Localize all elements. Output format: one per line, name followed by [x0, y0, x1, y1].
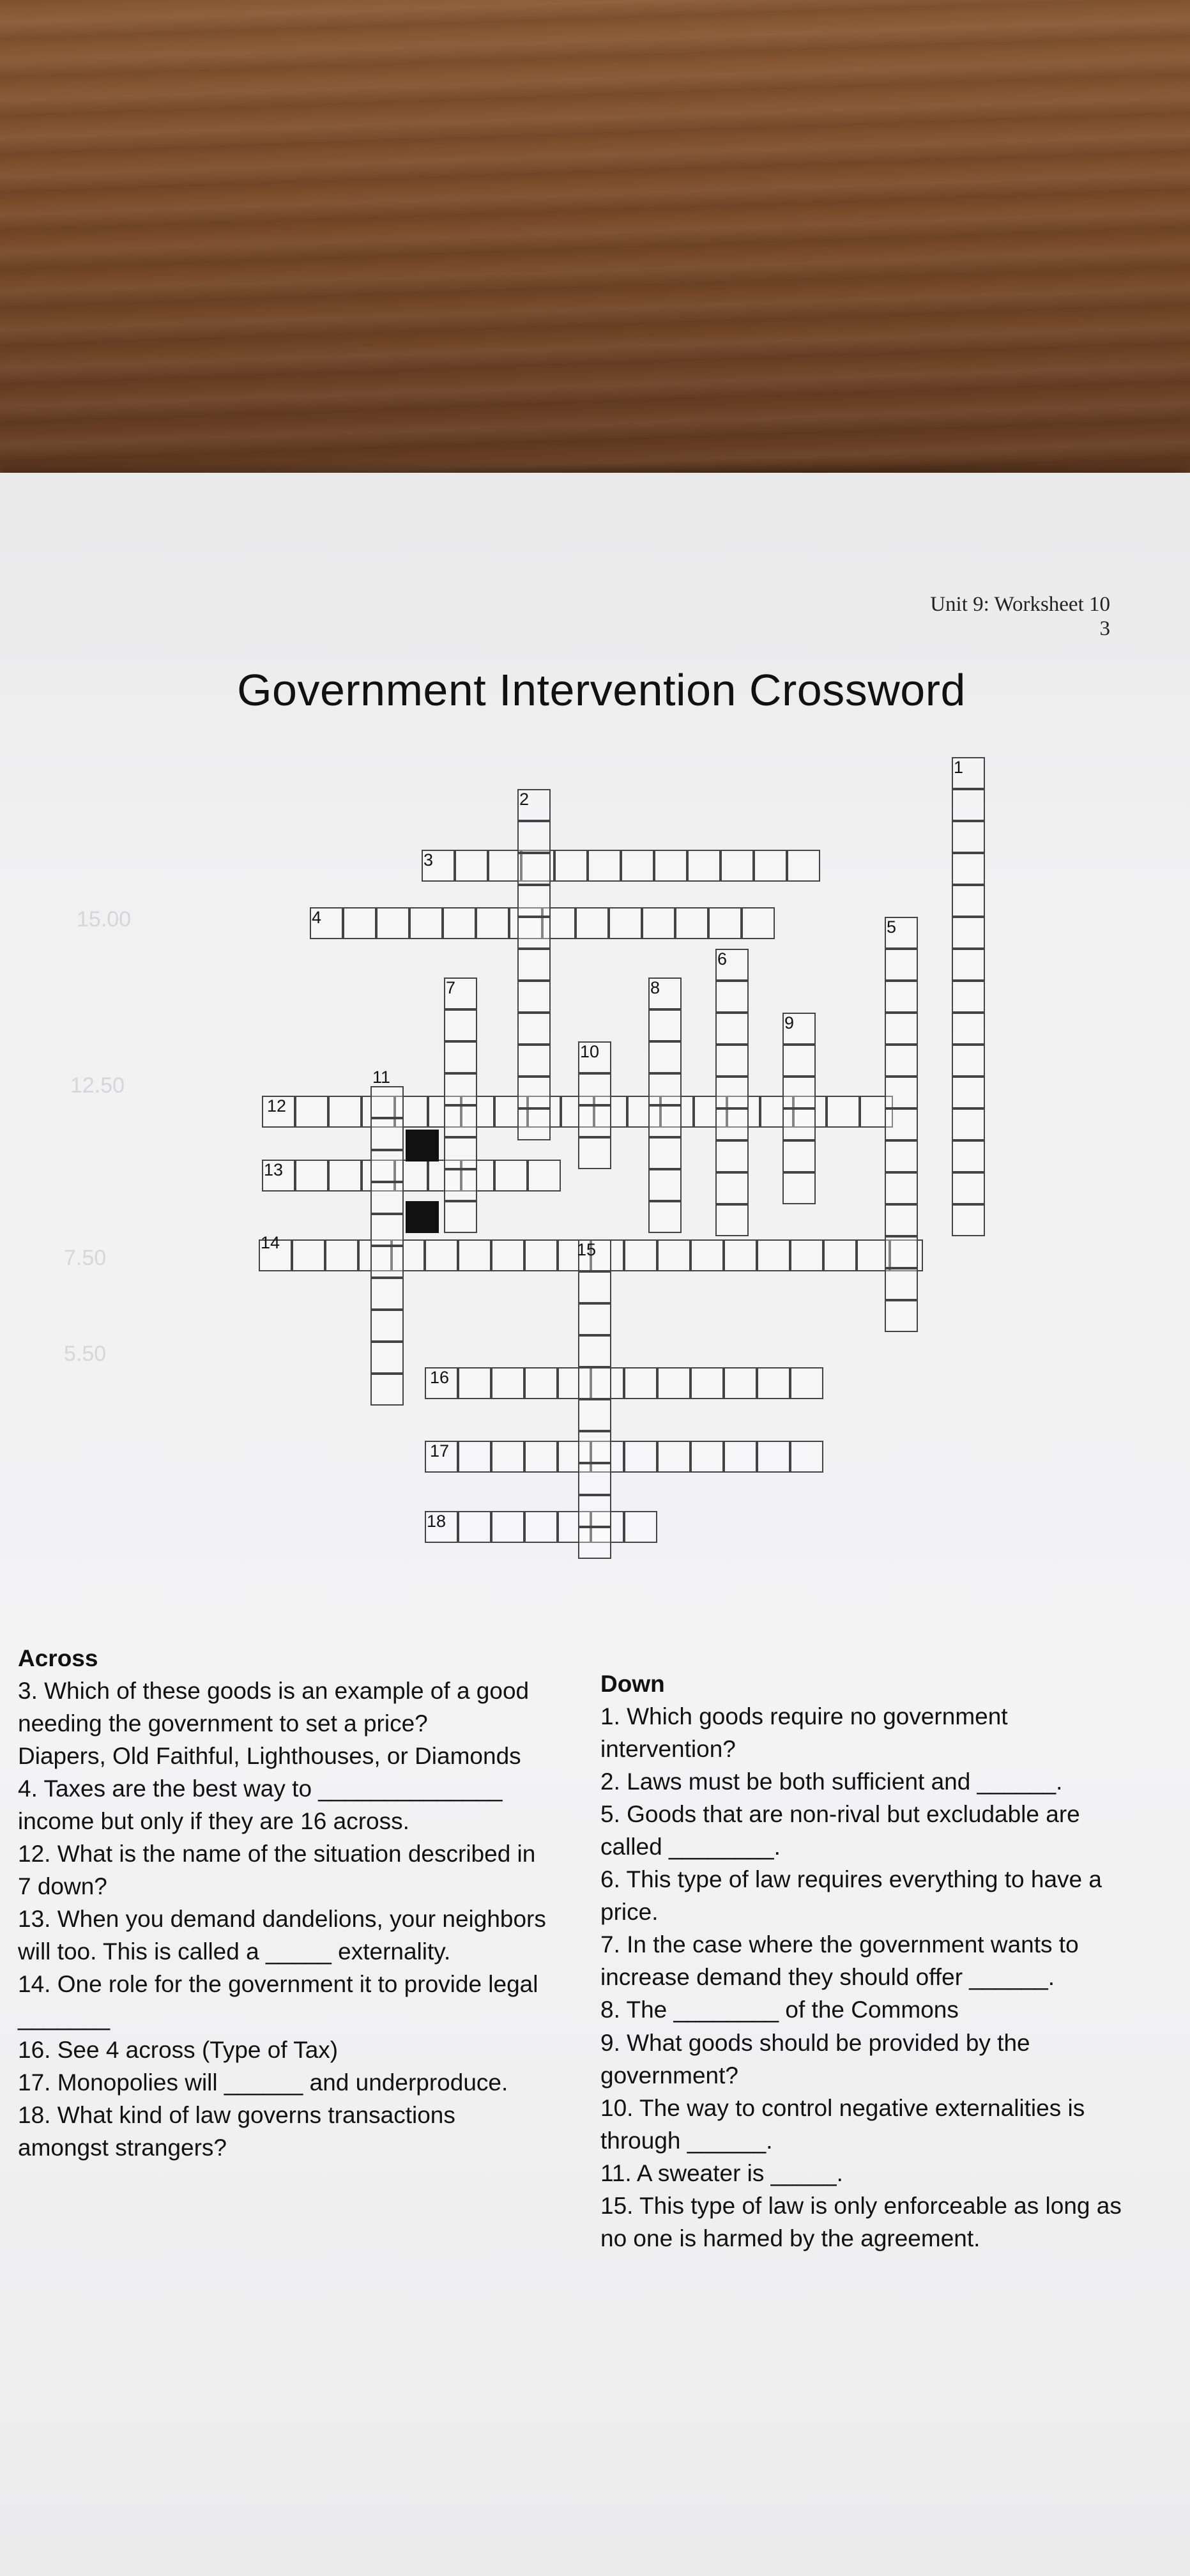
page-title	[0, 664, 1190, 716]
clue-number: 2	[519, 790, 530, 809]
clue-line: increase demand they should offer ______.	[600, 1964, 1055, 1991]
bleed-through-mark: 5.50	[64, 1342, 107, 1366]
clue-line: 10. The way to control negative externalities is	[600, 2094, 1085, 2121]
clue-line: intervention?	[600, 1736, 736, 1763]
clue-number: 15	[577, 1240, 597, 1259]
clue-line: 14. One role for the government it to provide legal	[18, 1971, 538, 1998]
clue-line: called ________.	[600, 1834, 781, 1860]
clue-number: 8	[650, 978, 660, 997]
clue-line: price.	[600, 1899, 659, 1926]
clue-line: 6. This type of law requires everything to have a	[600, 1866, 1102, 1893]
clue-line: 9. What goods should be provided by the	[600, 2029, 1030, 2056]
clue-number: 1	[954, 758, 964, 777]
clue-number: 5	[887, 917, 897, 937]
wooden-table-background	[0, 0, 1190, 524]
worksheet-label: Unit 9: Worksheet 10	[930, 593, 1110, 616]
clue-number: 9	[784, 1013, 795, 1032]
clue-line: 13. When you demand dandelions, your neighbors	[18, 1906, 546, 1933]
clue-number: 3	[423, 850, 434, 870]
clue-line: amongst strangers?	[18, 2134, 227, 2161]
clue-line: will too. This is called a _____ externality.	[18, 1938, 451, 1965]
clue-line: 5. Goods that are non-rival but excludable are	[600, 1801, 1080, 1828]
page-number: 3	[1099, 617, 1110, 640]
worksheet-paper	[0, 473, 1190, 2576]
clue-line: 7 down?	[18, 1873, 107, 1900]
clue-number: 16	[430, 1368, 450, 1387]
worksheet-header	[930, 593, 1110, 641]
clue-line: 17. Monopolies will ______ and underproduce.	[18, 2069, 508, 2096]
clue-line: 15. This type of law is only enforceable as long as	[600, 2192, 1122, 2219]
clue-line: 16. See 4 across (Type of Tax)	[18, 2036, 339, 2063]
clue-line: 3. Which of these goods is an example of a good	[18, 1678, 530, 1705]
clue-line: 12. What is the name of the situation described in	[18, 1841, 536, 1867]
across-heading: Across	[18, 1645, 98, 1671]
clue-line: 2. Laws must be both sufficient and ______.	[600, 1768, 1063, 1795]
clue-line: Diapers, Old Faithful, Lighthouses, or Diamonds	[18, 1743, 521, 1770]
clue-line: government?	[600, 2062, 738, 2089]
clue-line: income but only if they are 16 across.	[18, 1808, 409, 1835]
down-heading: Down	[600, 1671, 665, 1697]
clue-line: 7. In the case where the government wants to	[600, 1931, 1079, 1958]
title-text: Government Intervention Crossword	[237, 665, 966, 715]
clue-number: 14	[261, 1233, 280, 1252]
clue-number: 7	[446, 978, 456, 997]
clue-line: no one is harmed by the agreement.	[600, 2225, 980, 2251]
clue-line: through ______.	[600, 2127, 773, 2154]
clue-number: 13	[264, 1160, 284, 1179]
across-clues	[18, 1642, 593, 2164]
clue-line: _______	[18, 2004, 111, 2030]
clue-line: 18. What kind of law governs transactions	[18, 2101, 455, 2128]
clue-number: 18	[427, 1512, 446, 1531]
bleed-through-mark: 7.50	[64, 1246, 107, 1270]
clue-number: 11	[372, 1068, 391, 1087]
clue-number: 6	[717, 949, 728, 969]
clue-line: needing the government to set a price?	[18, 1710, 428, 1737]
clue-line: 1. Which goods require no government	[600, 1703, 1008, 1730]
bleed-through-mark: 15.00	[77, 907, 132, 931]
clue-line: 4. Taxes are the best way to ______________	[18, 1775, 503, 1802]
clue-number: 17	[430, 1441, 450, 1460]
down-clues	[600, 1667, 1175, 2255]
clue-line: 11. A sweater is _____.	[600, 2159, 843, 2186]
clue-number: 12	[267, 1096, 287, 1116]
bleed-through-mark: 12.50	[70, 1073, 125, 1098]
clue-number: 4	[312, 908, 322, 927]
clue-line: 8. The ________ of the Commons	[600, 1997, 959, 2023]
clue-number: 10	[580, 1042, 600, 1061]
